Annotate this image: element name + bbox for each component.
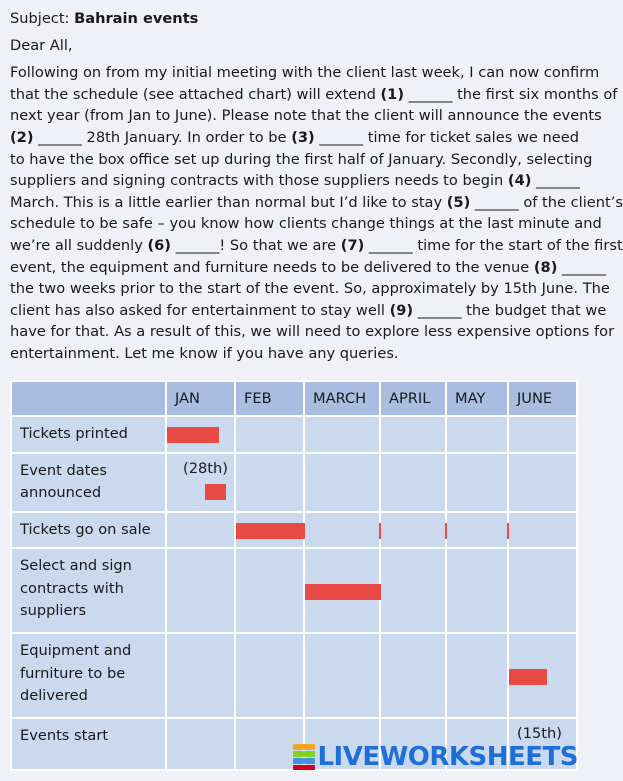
liveworksheets-logo xyxy=(293,742,578,772)
task-label: Select and sign contracts with suppliers xyxy=(11,548,166,633)
schedule-bar xyxy=(205,484,226,500)
email-text: have for that. As a result of this, we will need to explore less expensive options for xyxy=(10,323,615,341)
month-header: APRIL xyxy=(380,381,446,416)
month-cell xyxy=(446,633,508,718)
month-cell xyxy=(508,548,577,633)
email-line xyxy=(10,321,615,343)
email-line xyxy=(10,343,596,365)
month-header: MARCH xyxy=(304,381,380,416)
email-text: ______ time for ticket sales we need xyxy=(314,128,579,146)
gap-number: (8) xyxy=(533,258,558,276)
email-text: client has also asked for entertainment to stay well xyxy=(10,301,390,319)
month-header: JAN xyxy=(166,381,235,416)
gap-number: (4) xyxy=(507,172,532,190)
task-row xyxy=(11,548,577,633)
month-cell xyxy=(446,512,508,549)
email-text: ______ the first six months of xyxy=(404,85,618,103)
task-rows xyxy=(11,416,577,770)
task-row xyxy=(11,453,577,512)
gap-number: (2) xyxy=(10,128,34,146)
task-label: Event dates announced xyxy=(11,453,166,512)
month-header: MAY xyxy=(446,381,508,416)
email-text: ______ xyxy=(557,258,606,276)
email-line xyxy=(10,105,602,127)
subject-value: Bahrain events xyxy=(74,10,199,27)
month-cell xyxy=(508,416,577,453)
date-note: (15th) xyxy=(517,725,562,742)
month-cell xyxy=(380,512,446,549)
month-cell xyxy=(304,548,380,633)
email-text: to have the box office set up during the first half of January. Secondly, selecting xyxy=(10,150,593,168)
date-note: (28th) xyxy=(183,459,228,477)
month-cell xyxy=(380,453,446,512)
task-label: Equipment and furniture to be delivered xyxy=(11,633,166,718)
email-line xyxy=(10,127,596,149)
month-cell xyxy=(380,416,446,453)
email-text: entertainment. Let me know if you have any queries. xyxy=(10,344,399,362)
email-line xyxy=(10,62,600,84)
month-cell xyxy=(166,416,235,453)
email-line xyxy=(10,170,596,192)
task-label: Events start xyxy=(11,718,166,770)
task-row xyxy=(11,416,577,453)
email-text: the two weeks prior to the start of the event. So, approximately by 15th June. The xyxy=(10,280,610,298)
email-line xyxy=(10,235,623,257)
schedule-bar xyxy=(509,669,547,685)
month-cell xyxy=(235,633,304,718)
email-text: suppliers and signing contracts with those suppliers needs to begin xyxy=(10,172,508,190)
email-text: ______! So that we are xyxy=(170,236,341,254)
month-cell xyxy=(166,548,235,633)
email-text: March. This is a little earlier than normal but I’d like to stay xyxy=(10,193,447,211)
month-cell xyxy=(380,548,446,633)
gap-number: (6) xyxy=(147,236,171,254)
month-cell xyxy=(380,633,446,718)
schedule-bar xyxy=(167,427,219,443)
task-label: Tickets printed xyxy=(11,416,166,453)
month-cell xyxy=(304,416,380,453)
gap-number: (9) xyxy=(389,301,414,319)
email-text: ______ 28th January. In order to be xyxy=(33,128,292,146)
month-cell xyxy=(446,453,508,512)
email-text: ______ the budget that we xyxy=(413,301,607,319)
schedule-chart xyxy=(10,380,578,771)
email-line xyxy=(10,84,618,106)
email-text: schedule to be safe – you know how clients change things at the last minute and xyxy=(10,215,602,233)
subject-label: Subject: xyxy=(10,10,70,27)
gap-number: (5) xyxy=(446,193,471,211)
month-cell xyxy=(508,453,577,512)
email-line xyxy=(10,192,623,214)
email-line xyxy=(10,149,596,171)
email-subject xyxy=(10,8,596,30)
task-label: Tickets go on sale xyxy=(11,512,166,549)
email-body xyxy=(10,62,623,364)
email-text: next year (from Jan to June). Please note that the client will announce the events xyxy=(10,107,602,125)
month-cell xyxy=(166,718,235,770)
month-cell xyxy=(166,512,235,549)
liveworksheets-mark-icon xyxy=(293,744,315,770)
email-text: ______ of the client’s xyxy=(470,193,623,211)
month-header-row xyxy=(11,381,577,416)
email-text: Following on from my initial meeting with the client last week, I can now confirm xyxy=(10,64,600,82)
gap-number: (3) xyxy=(291,128,315,146)
gap-number: (7) xyxy=(340,236,365,254)
month-cell xyxy=(508,512,577,549)
month-cell xyxy=(235,416,304,453)
month-cell xyxy=(304,512,380,549)
email-greeting: Dear All, xyxy=(10,36,73,54)
gap-number: (1) xyxy=(380,85,405,103)
month-cell xyxy=(166,453,235,512)
email-text: ______ time for the start of the first xyxy=(364,236,623,254)
email-text: event, the equipment and furniture needs to be delivered to the venue xyxy=(10,258,534,276)
month-cell xyxy=(446,548,508,633)
month-cell xyxy=(235,453,304,512)
month-header: JUNE xyxy=(508,381,577,416)
email-text: that the schedule (see attached chart) will extend xyxy=(10,85,381,103)
month-header: FEB xyxy=(235,381,304,416)
email-text: we’re all suddenly xyxy=(10,236,148,254)
task-row xyxy=(11,512,577,549)
logo-text: LIVEWORKSHEETS xyxy=(317,742,578,772)
month-cell xyxy=(235,512,304,549)
month-cell xyxy=(304,453,380,512)
month-cell xyxy=(508,633,577,718)
month-cell xyxy=(235,548,304,633)
header-blank xyxy=(11,381,166,416)
month-cell xyxy=(166,633,235,718)
month-cell xyxy=(304,633,380,718)
email-text: ______ xyxy=(531,172,580,190)
month-cell xyxy=(446,416,508,453)
email-line xyxy=(10,213,602,235)
email-line xyxy=(10,257,606,279)
email-line xyxy=(10,300,607,322)
email-line xyxy=(10,278,610,300)
email xyxy=(10,8,623,365)
task-row xyxy=(11,633,577,718)
